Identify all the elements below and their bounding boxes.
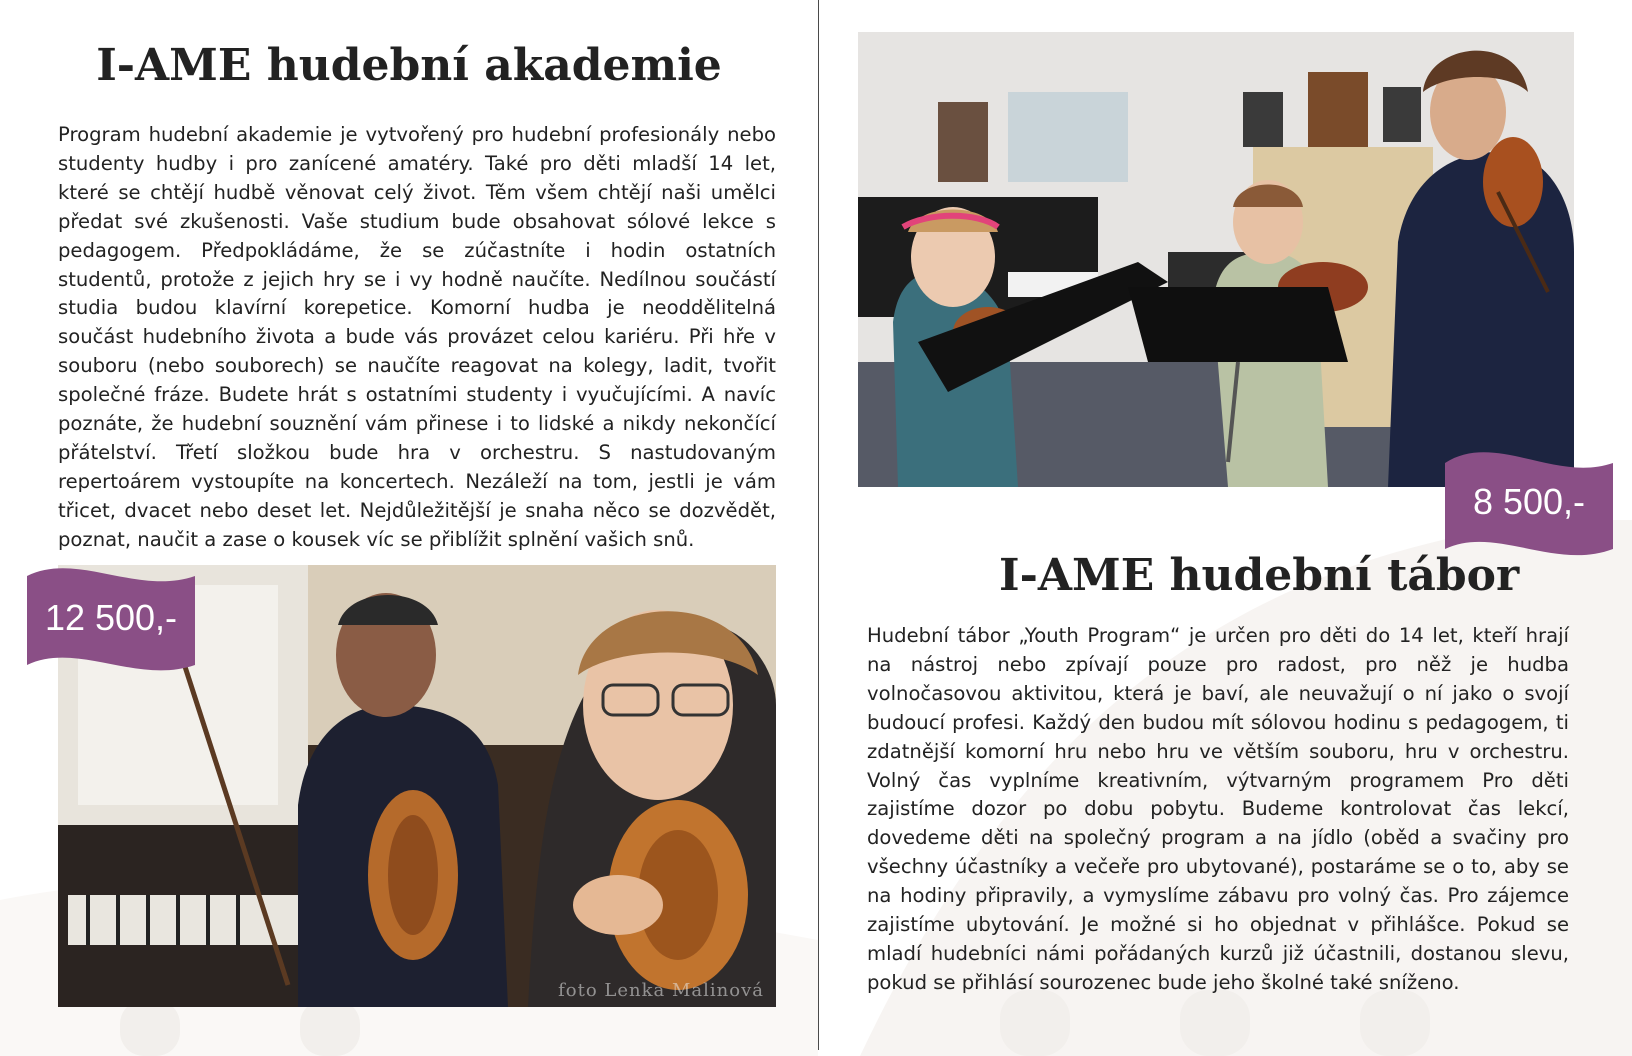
academy-title: I-AME hudební akademie (96, 40, 722, 91)
academy-price-ribbon (27, 561, 195, 680)
photo-watermark: foto Lenka Malinová (558, 980, 764, 1001)
academy-price: 12 500,- (44, 597, 178, 638)
camp-price: 8 500,- (1472, 481, 1586, 522)
camp-description: Hudební tábor „Youth Program“ je určen pro děti do 14 let, kteří hrají na nástroj nebo zpívají pouze pro radost, pro něž je hudba volnočasovou aktivitou, která je baví, ale neuvažují o ní jako o svojí budoucí profesi. Každý den budou mít sólovou hodinu s pedagogem, ti zdatnější komorní hru nebo hru ve větším souboru, hru v orchestru. Volný čas vyplníme kreativním, výtvarným programem Pro děti zajistíme dozor po dobu pobytu. Budeme kontrolovat čas lekcí, dovedeme děti na společný program a na jídlo (oběd a svačiny pro všechny účastníky a večeře pro ubytované), postaráme se o to, aby se na hodiny připravily, a vymyslíme zábavu pro volný čas. Pro zájemce zajistíme ubytování. Je možné si ho objednat v přihlášce. Pokud se mladí hudebníci námi pořádaných kurzů již účastnili, dostanou slevu, pokud se přihlásí sourozenec bude jeho školné také sníženo. (867, 624, 1569, 994)
camp-title: I-AME hudební tábor (999, 550, 1520, 601)
academy-description: Program hudební akademie je vytvořený pro hudební profesionály nebo studenty hudby i pro zanícené amatéry. Také pro děti mladší 14 let, které se chtějí hudbě věnovat celý život. Těm všem chtějí naši umělci předat své zkušenosti. Vaše studium bude obsahovat sólové lekce s pedagogem. Předpokládáme, že se zúčastníte i hodin ostatních studentů, protože z jejich hry se i vy hodně naučíte. Nedílnou součástí studia budou klavírní korepetice. Komorní hudba je neoddělitelná součást hudebního života a bude vás provázet celou kariéru. Při hře v souboru (nebo souborech) se naučíte reagovat na kolegy, ladit, tvořit společné fráze. Budete hrát s ostatními studenty i vyučujícími. A navíc poznáte, že hudební souznění vám přinese i to lidské a nikdy nekončící přátelství. Třetí složkou bude hra v orchestru. S nastudovaným repertoárem vystoupíte na koncertech. Nezáleží na tom, jestli je vám třicet, dvacet nebo deset let. Nejdůležitější je snaha něco se dozvědět, poznat, naučit a zase o kousek víc se přiblížit splnění vašich snů. (58, 123, 776, 551)
camp-photo (858, 32, 1574, 487)
right-page (819, 0, 1632, 1056)
camp-price-ribbon (1445, 443, 1613, 565)
